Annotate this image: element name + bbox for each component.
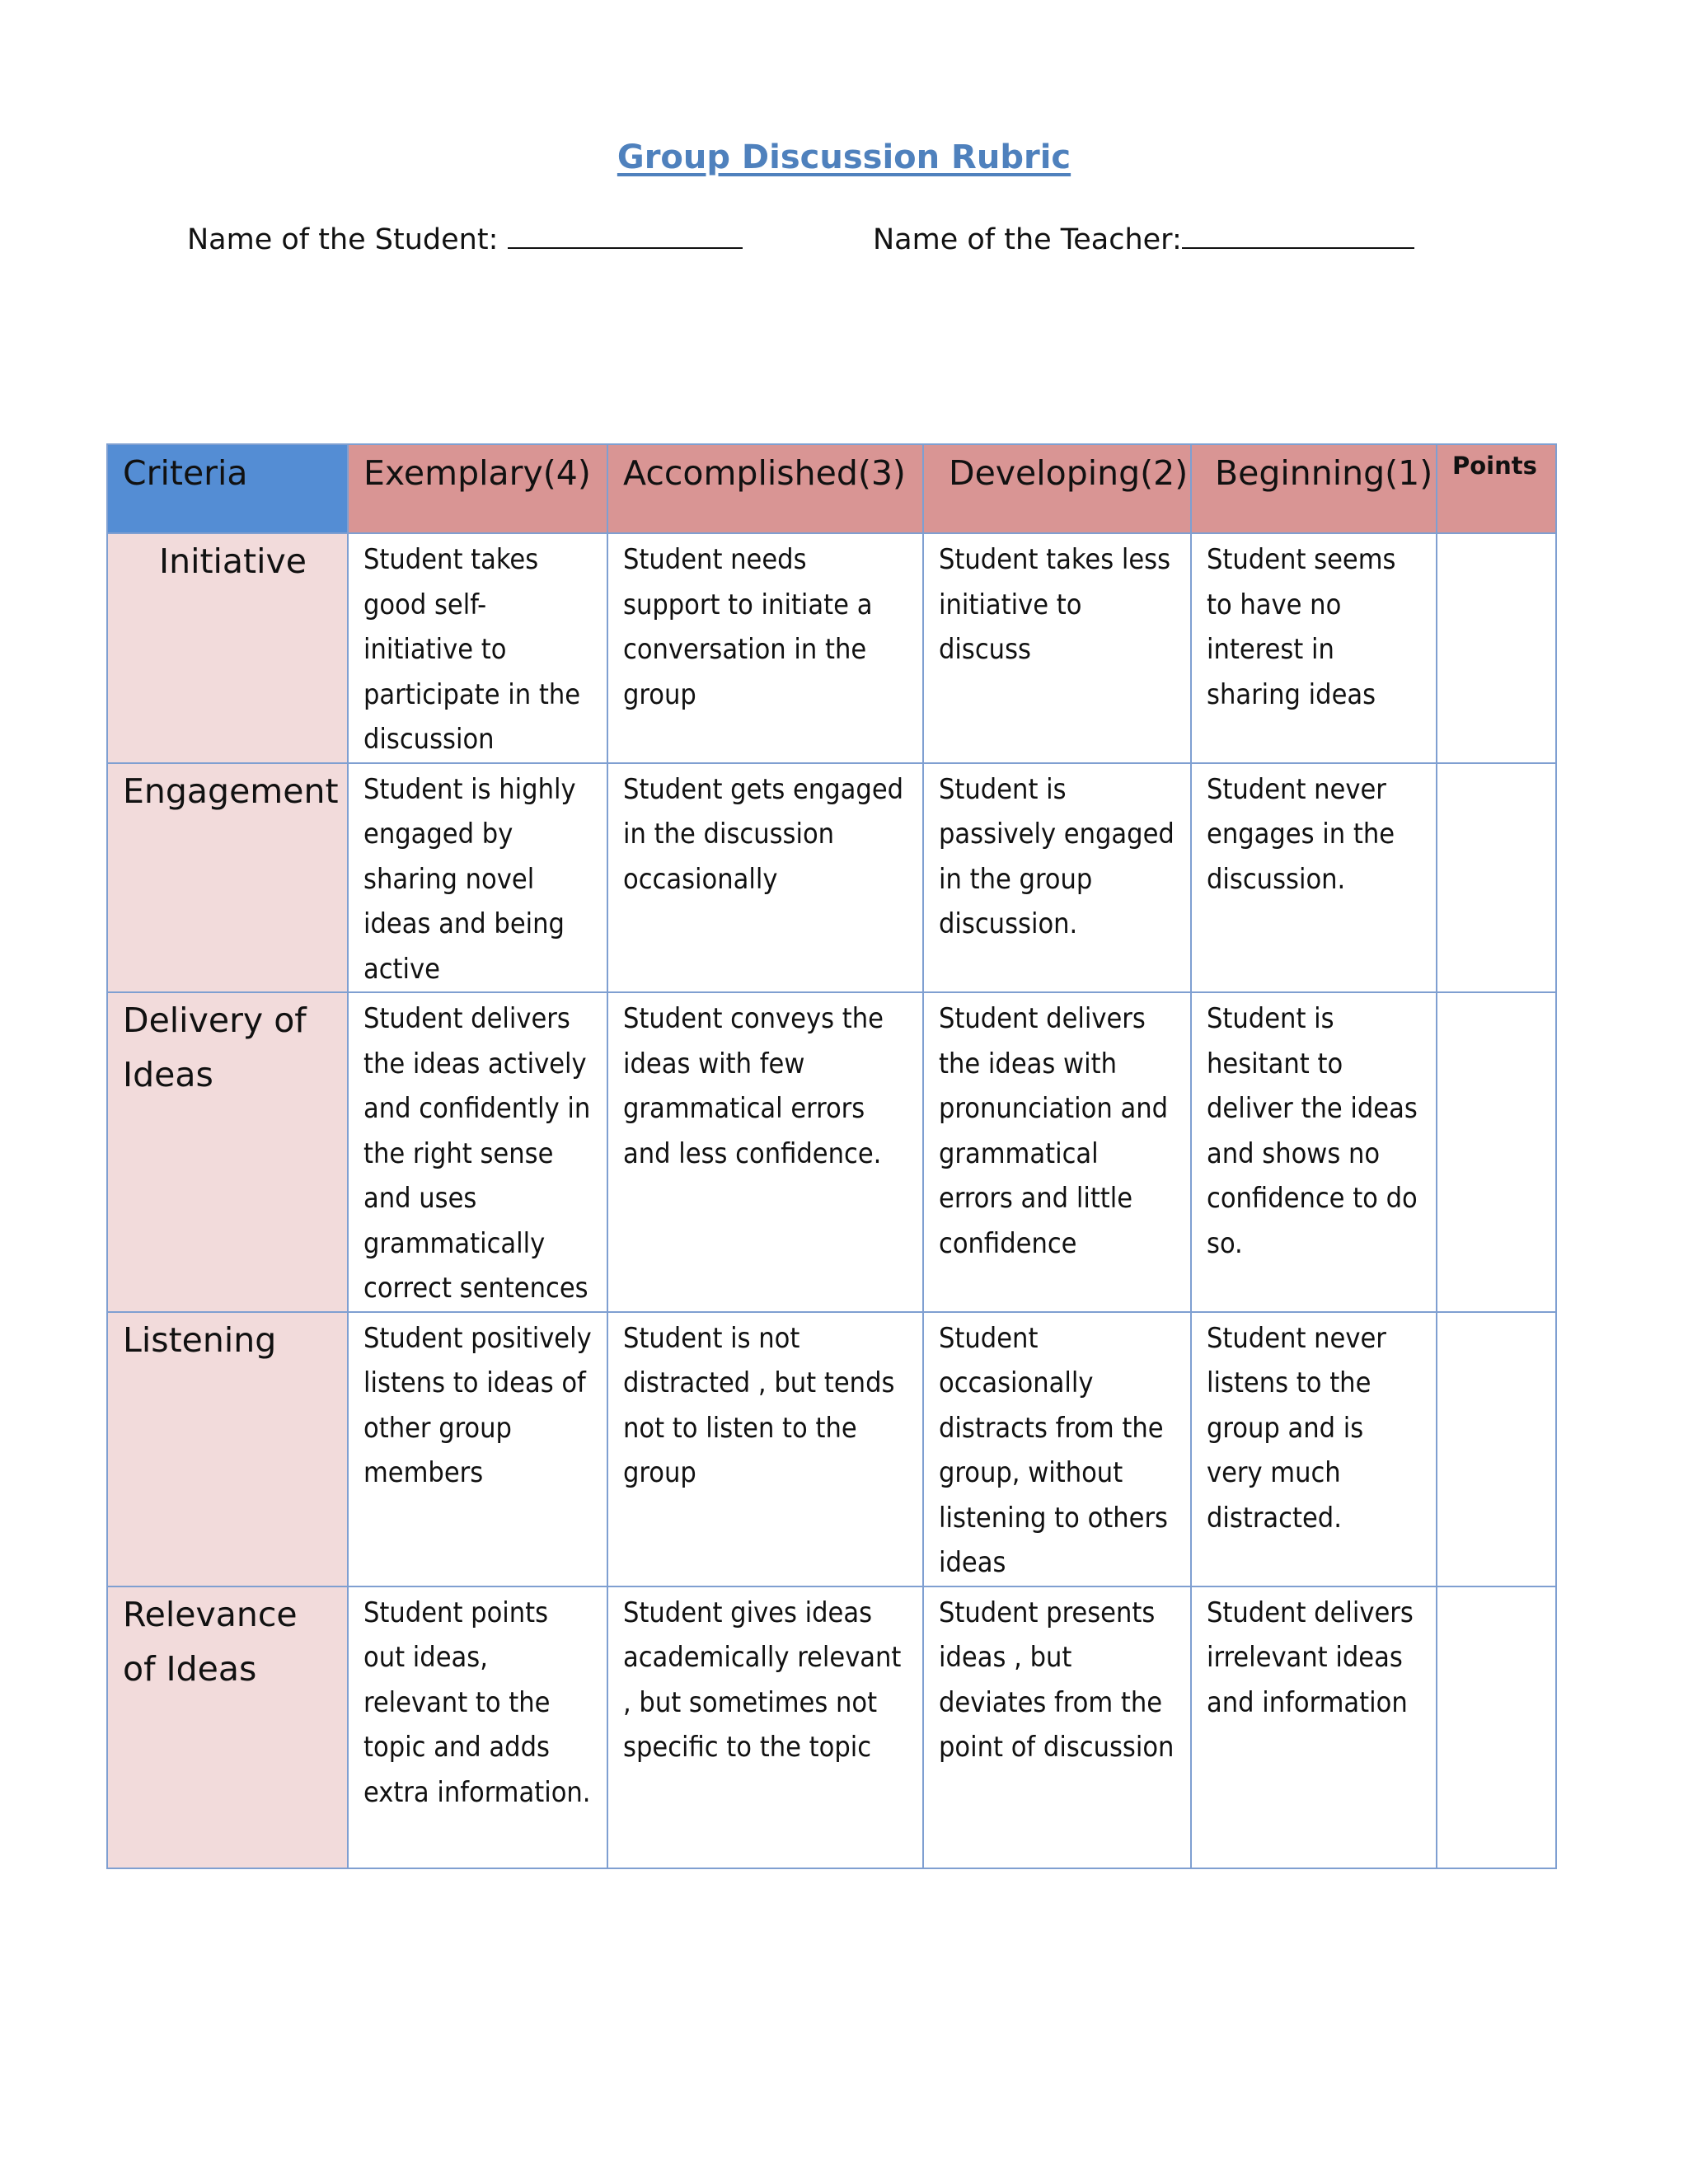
points-cell[interactable] — [1437, 992, 1556, 1312]
table-row — [107, 533, 1556, 763]
header-accomplished: Accomplished(3) — [607, 444, 923, 533]
student-name-label: Name of the Student: — [187, 223, 508, 256]
rubric-table — [106, 443, 1557, 1869]
exemplary-cell: Student positively listens to ideas of other group members — [348, 1312, 607, 1586]
developing-cell: Student occasionally distracts from the group, without listening to others ideas — [923, 1312, 1191, 1586]
exemplary-cell: Student takes good self-initiative to participate in the discussion — [348, 533, 607, 763]
teacher-name-line — [873, 221, 1414, 256]
beginning-cell: Student is hesitant to deliver the ideas and shows no confidence to do so. — [1191, 992, 1437, 1312]
header-criteria: Criteria — [107, 444, 348, 533]
beginning-cell: Student seems to have no interest in sharing ideas — [1191, 533, 1437, 763]
exemplary-cell: Student delivers the ideas actively and confidently in the right sense and uses grammatically correct sentences — [348, 992, 607, 1312]
student-name-line — [187, 221, 743, 256]
beginning-cell: Student never engages in the discussion. — [1191, 763, 1437, 993]
criterion-cell: Engagement — [107, 763, 348, 993]
developing-cell: Student presents ideas , but deviates from the point of discussion — [923, 1586, 1191, 1868]
teacher-name-blank[interactable] — [1182, 221, 1414, 249]
points-cell[interactable] — [1437, 533, 1556, 763]
header-developing: Developing(2) — [923, 444, 1191, 533]
exemplary-cell: Student points out ideas, relevant to the topic and adds extra information. — [348, 1586, 607, 1868]
criterion-cell: Initiative — [107, 533, 348, 763]
accomplished-cell: Student gives ideas academically relevant , but sometimes not specific to the topic — [607, 1586, 923, 1868]
criterion-cell: Delivery of Ideas — [107, 992, 348, 1312]
developing-cell: Student delivers the ideas with pronunciation and grammatical errors and little confidence — [923, 992, 1191, 1312]
accomplished-cell: Student gets engaged in the discussion occasionally — [607, 763, 923, 993]
header-row — [107, 444, 1556, 533]
accomplished-cell: Student is not distracted , but tends not to listen to the group — [607, 1312, 923, 1586]
page-title: Group Discussion Rubric — [617, 138, 1071, 176]
header-exemplary: Exemplary(4) — [348, 444, 607, 533]
points-cell[interactable] — [1437, 763, 1556, 993]
student-name-blank[interactable] — [508, 221, 743, 249]
points-cell[interactable] — [1437, 1312, 1556, 1586]
points-cell[interactable] — [1437, 1586, 1556, 1868]
exemplary-cell: Student is highly engaged by sharing novel ideas and being active — [348, 763, 607, 993]
beginning-cell: Student delivers irrelevant ideas and information — [1191, 1586, 1437, 1868]
table-row — [107, 1312, 1556, 1586]
table-row — [107, 763, 1556, 993]
table-row — [107, 992, 1556, 1312]
teacher-name-label: Name of the Teacher: — [873, 223, 1182, 256]
developing-cell: Student takes less initiative to discuss — [923, 533, 1191, 763]
accomplished-cell: Student needs support to initiate a conversation in the group — [607, 533, 923, 763]
table-row — [107, 1586, 1556, 1868]
header-beginning: Beginning(1) — [1191, 444, 1437, 533]
criterion-cell: Listening — [107, 1312, 348, 1586]
developing-cell: Student is passively engaged in the group discussion. — [923, 763, 1191, 993]
beginning-cell: Student never listens to the group and is very much distracted. — [1191, 1312, 1437, 1586]
criterion-cell: Relevance of Ideas — [107, 1586, 348, 1868]
header-points: Points — [1437, 444, 1556, 533]
accomplished-cell: Student conveys the ideas with few grammatical errors and less confidence. — [607, 992, 923, 1312]
